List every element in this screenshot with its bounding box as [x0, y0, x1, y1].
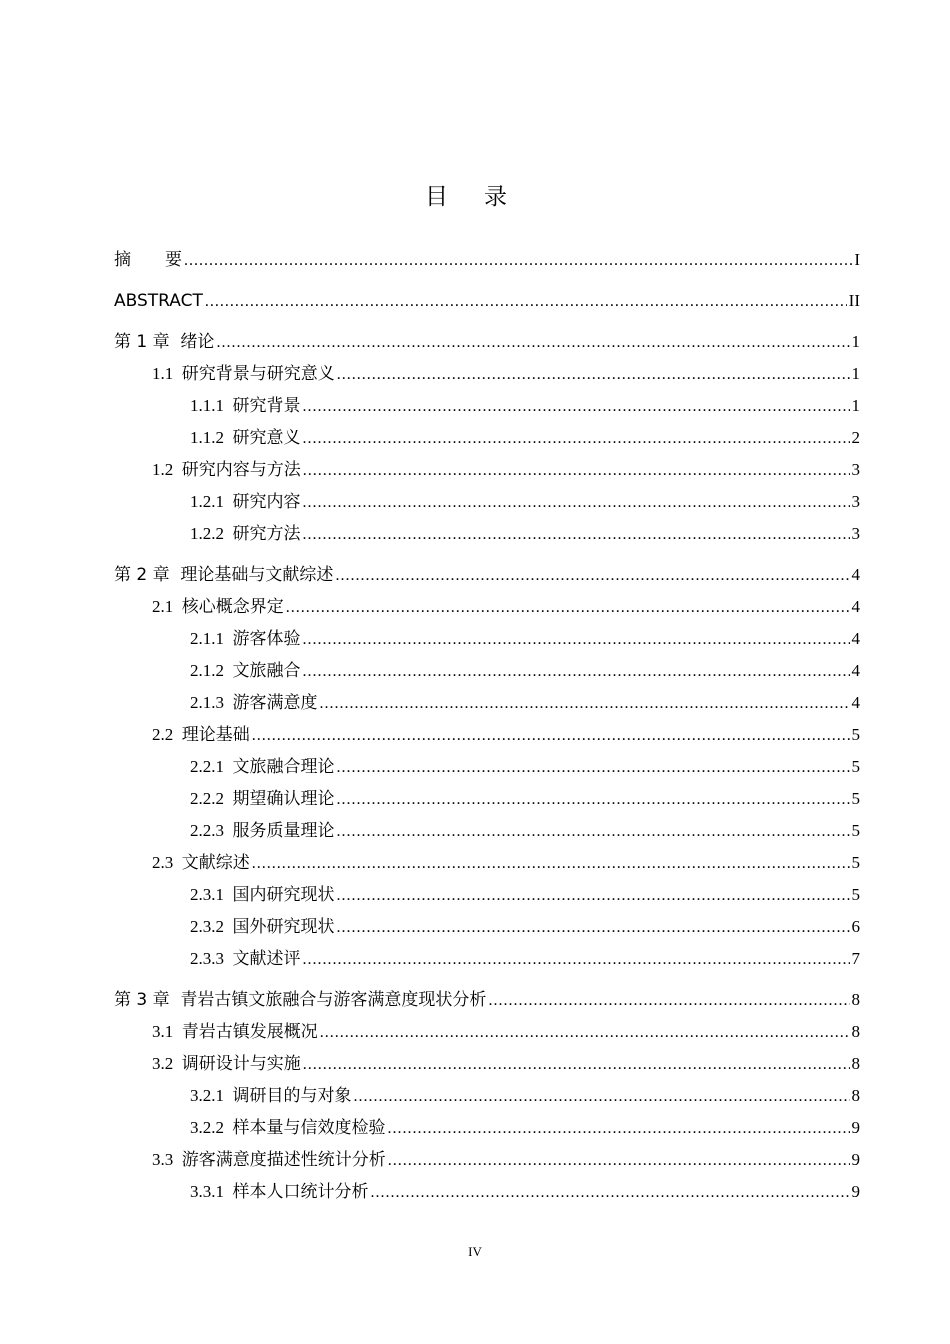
- toc-entry-page: 8: [851, 1054, 860, 1073]
- toc-entry-page: 4: [851, 629, 860, 648]
- toc-leader-dots: [337, 880, 850, 912]
- toc-entry-label: 摘 要: [114, 250, 182, 270]
- toc-entry-page: 3: [851, 492, 860, 511]
- toc-entry-page: 2: [851, 428, 860, 447]
- toc-entry[interactable]: [114, 390, 860, 422]
- toc-entry-label: 3.1 青岩古镇发展概况: [152, 1022, 318, 1041]
- toc-leader-dots: [320, 688, 850, 720]
- toc-entry-page: 5: [851, 789, 860, 808]
- toc-entry[interactable]: [114, 454, 860, 486]
- toc-leader-dots: [337, 912, 850, 944]
- toc-leader-dots: [337, 784, 850, 816]
- toc-entry-page: 9: [851, 1118, 860, 1137]
- toc-entry-page: 6: [851, 917, 860, 936]
- toc-entry[interactable]: [114, 285, 860, 317]
- toc-entry[interactable]: [114, 847, 860, 879]
- toc-entry-label: 1.2 研究内容与方法: [152, 460, 301, 479]
- toc-leader-dots: [286, 592, 850, 624]
- toc-entry-page: 3: [851, 524, 860, 543]
- toc-entry-page: 4: [851, 597, 860, 616]
- toc-entry-label: 1.1 研究背景与研究意义: [152, 364, 335, 383]
- toc-entry-page: 8: [851, 1022, 860, 1041]
- toc-entry-page: 3: [851, 460, 860, 479]
- toc-leader-dots: [252, 720, 850, 752]
- toc-leader-dots: [335, 560, 849, 592]
- toc-entry-page: 8: [851, 990, 860, 1009]
- toc-entry-page: 7: [851, 949, 860, 968]
- toc-entry-page: I: [854, 250, 860, 269]
- toc-entry[interactable]: [114, 1176, 860, 1208]
- toc-entry-label: 2.2 理论基础: [152, 725, 250, 744]
- toc-entry-label: 2.3 文献综述: [152, 853, 250, 872]
- toc-entry[interactable]: [114, 1144, 860, 1176]
- toc-entry-label: 2.3.2 国外研究现状: [190, 917, 335, 936]
- toc-entry-label: 第 2 章 理论基础与文献综述: [114, 565, 334, 585]
- toc-entry[interactable]: [114, 1080, 860, 1112]
- toc-leader-dots: [303, 455, 850, 487]
- toc-entry[interactable]: [114, 623, 860, 655]
- toc-entry[interactable]: [114, 751, 860, 783]
- toc-entry-page: II: [848, 291, 860, 310]
- toc-entry[interactable]: [114, 1048, 860, 1080]
- toc-entry-label: 2.2.1 文旅融合理论: [190, 757, 335, 776]
- toc-leader-dots: [303, 624, 850, 656]
- toc-entry-label: 3.3.1 样本人口统计分析: [190, 1182, 369, 1201]
- toc-leader-dots: [488, 985, 849, 1017]
- toc-entry[interactable]: [114, 518, 860, 550]
- table-of-contents: [114, 244, 860, 1208]
- toc-leader-dots: [303, 656, 850, 688]
- toc-entry-page: 5: [851, 725, 860, 744]
- toc-entry-page: 5: [851, 821, 860, 840]
- toc-entry[interactable]: [114, 1112, 860, 1144]
- toc-entry-label: 2.3.3 文献述评: [190, 949, 301, 968]
- toc-entry[interactable]: [114, 486, 860, 518]
- toc-entry-label: 2.1 核心概念界定: [152, 597, 284, 616]
- toc-leader-dots: [303, 944, 850, 976]
- toc-entry-label: 3.2.1 调研目的与对象: [190, 1086, 352, 1105]
- toc-entry-label: 1.1.2 研究意义: [190, 428, 301, 447]
- toc-leader-dots: [320, 1017, 850, 1049]
- toc-leader-dots: [303, 1049, 850, 1081]
- toc-entry-label: 1.2.1 研究内容: [190, 492, 301, 511]
- toc-leader-dots: [303, 423, 850, 455]
- toc-leader-dots: [388, 1113, 850, 1145]
- toc-entry-page: 1: [851, 364, 860, 383]
- toc-entry-label: 2.1.3 游客满意度: [190, 693, 318, 712]
- toc-entry[interactable]: [114, 687, 860, 719]
- toc-leader-dots: [184, 245, 852, 277]
- toc-entry-page: 4: [851, 693, 860, 712]
- toc-leader-dots: [303, 519, 850, 551]
- toc-entry-label: 第 1 章 绪论: [114, 332, 215, 352]
- toc-entry-page: 8: [851, 1086, 860, 1105]
- toc-entry-page: 5: [851, 757, 860, 776]
- toc-leader-dots: [303, 487, 850, 519]
- toc-leader-dots: [337, 752, 850, 784]
- toc-entry[interactable]: [114, 783, 860, 815]
- toc-entry-label: 1.2.2 研究方法: [190, 524, 301, 543]
- toc-leader-dots: [354, 1081, 850, 1113]
- toc-entry-label: 3.2.2 样本量与信效度检验: [190, 1118, 386, 1137]
- toc-entry-label: 3.2 调研设计与实施: [152, 1054, 301, 1073]
- toc-entry-page: 9: [851, 1150, 860, 1169]
- toc-entry[interactable]: [114, 984, 860, 1016]
- toc-leader-dots: [388, 1145, 850, 1177]
- toc-leader-dots: [337, 816, 850, 848]
- toc-entry[interactable]: [114, 326, 860, 358]
- toc-entry[interactable]: [114, 559, 860, 591]
- toc-entry-label: 1.1.1 研究背景: [190, 396, 301, 415]
- toc-entry[interactable]: [114, 358, 860, 390]
- toc-leader-dots: [252, 848, 850, 880]
- toc-entry-page: 9: [851, 1182, 860, 1201]
- toc-entry-page: 4: [851, 661, 860, 680]
- toc-entry[interactable]: [114, 719, 860, 751]
- toc-entry-label: 2.3.1 国内研究现状: [190, 885, 335, 904]
- toc-leader-dots: [303, 391, 850, 423]
- toc-entry[interactable]: [114, 911, 860, 943]
- toc-entry-page: 1: [851, 332, 860, 351]
- toc-leader-dots: [216, 327, 849, 359]
- toc-entry[interactable]: [114, 879, 860, 911]
- toc-entry[interactable]: [114, 815, 860, 847]
- toc-entry-page: 4: [851, 565, 860, 584]
- toc-entry[interactable]: [114, 244, 860, 276]
- toc-entry-page: 5: [851, 885, 860, 904]
- toc-entry[interactable]: [114, 422, 860, 454]
- toc-entry-label: 2.1.1 游客体验: [190, 629, 301, 648]
- toc-entry-label: ABSTRACT: [114, 291, 203, 311]
- toc-entry[interactable]: [114, 943, 860, 975]
- toc-entry-page: 5: [851, 853, 860, 872]
- toc-entry-label: 第 3 章 青岩古镇文旅融合与游客满意度现状分析: [114, 990, 487, 1010]
- toc-entry-label: 3.3 游客满意度描述性统计分析: [152, 1150, 386, 1169]
- toc-title: 目录: [425, 184, 543, 210]
- page-number: IV: [468, 1244, 482, 1259]
- toc-entry-label: 2.1.2 文旅融合: [190, 661, 301, 680]
- toc-entry-page: 1: [851, 396, 860, 415]
- toc-leader-dots: [337, 359, 850, 391]
- toc-entry[interactable]: [114, 1016, 860, 1048]
- toc-leader-dots: [205, 286, 847, 318]
- toc-leader-dots: [371, 1177, 850, 1209]
- toc-entry[interactable]: [114, 655, 860, 687]
- toc-entry[interactable]: [114, 591, 860, 623]
- toc-entry-label: 2.2.2 期望确认理论: [190, 789, 335, 808]
- toc-entry-label: 2.2.3 服务质量理论: [190, 821, 335, 840]
